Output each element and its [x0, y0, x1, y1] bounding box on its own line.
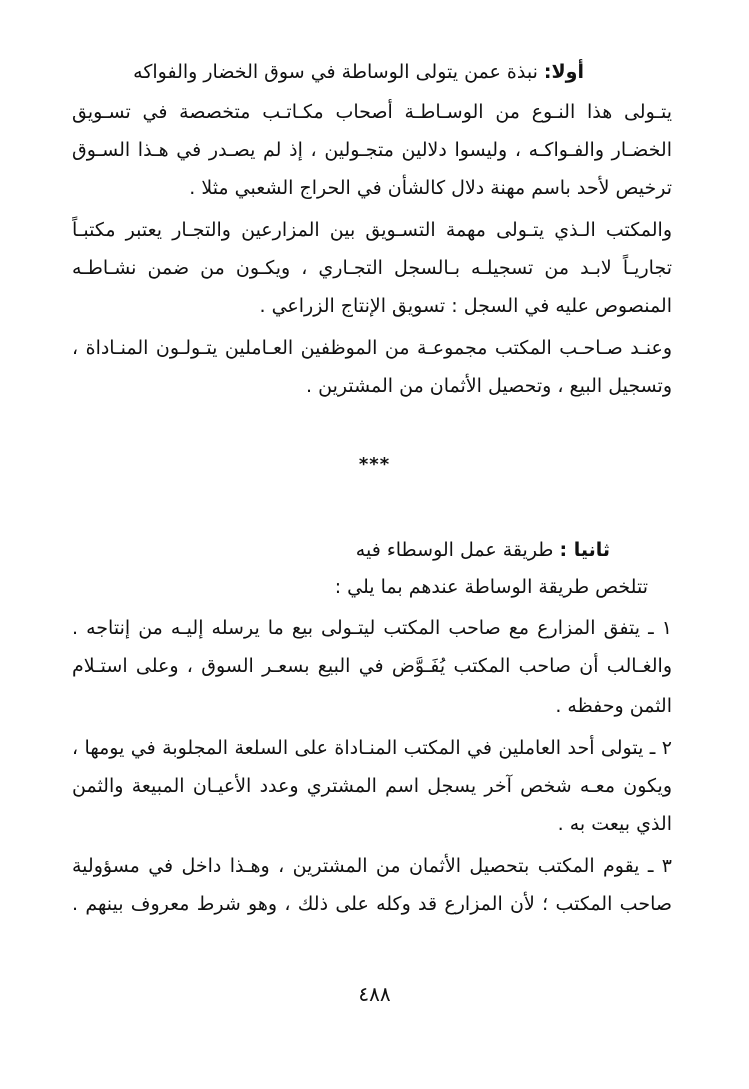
list-item-line: ٢ ـ يتولى أحد العاملين في المكتب المنـاداة على السلعة المجلوبة في يومها ، — [72, 737, 672, 759]
paragraph-line: وتسجيل البيع ، وتحصيل الأثمان من المشترين . — [306, 375, 672, 397]
list-item-line: الذي بيعت به . — [557, 813, 672, 835]
paragraph-line: ترخيص لأحد باسم مهنة دلال كالشأن في الحراج الشعبي مثلا . — [189, 177, 672, 199]
section-label-2: ثانيا : — [559, 539, 610, 561]
section-label-1: أولا: — [543, 61, 584, 83]
list-item-line: والغـالب أن صاحب المكتب يُفَـوَّض في البيع بسعـر السوق ، وعلى استـلام — [72, 655, 672, 677]
paragraph-line: وعنـد صـاحـب المكتب مجموعـة من الموظفين العـاملين يتـولـون المنـاداة ، — [72, 337, 672, 359]
page-number: ٤٨٨ — [358, 982, 391, 1006]
list-item-line: ٣ ـ يقوم المكتب بتحصيل الأثمان من المشترين ، وهـذا داخل في مسؤولية — [72, 855, 672, 877]
section-heading-2 — [72, 534, 610, 566]
list-item-line: الثمن وحفظه . — [555, 695, 672, 717]
section-separator: *** — [358, 454, 391, 475]
paragraph-line: الخضـار والفـواكـه ، وليسوا دلالين متجـولين ، إذ لم يصـدر في هـذا السـوق — [72, 139, 672, 161]
section-title-1: نبذة عمن يتولى الوساطة في سوق الخضار والفواكه — [133, 61, 538, 83]
paragraph-line: يتـولى هذا النـوع من الوسـاطـة أصحاب مكـاتـب متخصصة في تسـويق — [72, 101, 672, 123]
paragraph-line: والمكتب الـذي يتـولى مهمة التسـويق بين المزارعين والتجـار يعتبر مكتبـاً — [72, 219, 672, 241]
list-item-line: ويكون معـه شخص آخر يسجل اسم المشتري وعدد الأعيـان المبيعة والثمن — [72, 775, 672, 797]
list-item-line: صاحب المكتب ؛ لأن المزارع قد وكله على ذلك ، وهو شرط معروف بينهم . — [72, 893, 672, 915]
list-item-line: ١ ـ يتفق المزارع مع صاحب المكتب ليتـولى بيع ما يرسله إليـه من إنتاجه . — [72, 617, 672, 639]
paragraph-line: تجاريـاً لابـد من تسجيلـه بـالسجل التجـاري ، ويكـون من ضمن نشـاطـه — [72, 257, 672, 279]
section-heading-1 — [72, 56, 584, 88]
section-title-2: طريقة عمل الوسطاء فيه — [355, 539, 554, 561]
intro-line: تتلخص طريقة الوساطة عندهم بما يلي : — [334, 576, 648, 598]
paragraph-line: المنصوص عليه في السجل : تسويق الإنتاج الزراعي . — [259, 295, 672, 317]
